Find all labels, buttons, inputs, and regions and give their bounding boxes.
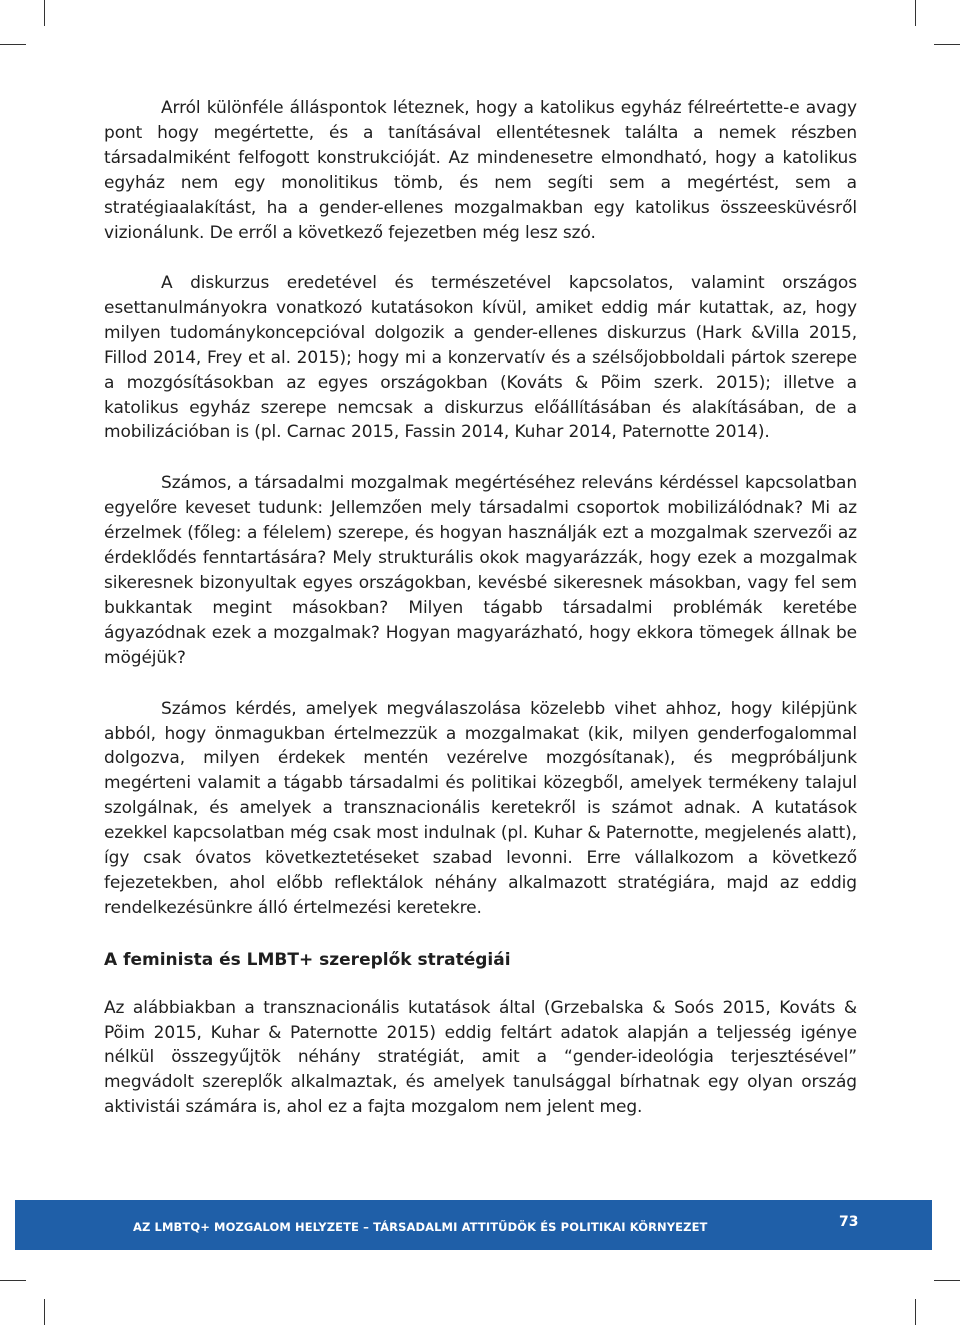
crop-mark-bottom-left-vertical (44, 1299, 45, 1325)
footer-bar (15, 1200, 932, 1250)
running-title: AZ LMBTQ+ MOZGALOM HELYZETE – TÁRSADALMI ATTITŰDÖK ÉS POLITIKAI KÖRNYEZET (133, 1220, 708, 1234)
paragraph-strategies-intro: Az alábbiakban a transznacionális kutatások által (Grzebalska & Soós 2015, Kováts & Põim 2015, Kuhar & Paternotte 2015) eddig feltárt adatok alapján a teljesség igénye nélkül összegyűjtök néhány stratégiát, amit a “gender-ideológia terjesztésével” megvádolt szereplők alkalmaztak, és amelyek tanulsággal bírhatnak egy olyan ország aktivistái számára is, ahol ez a fajta mozgalom nem jelent meg. (104, 997, 857, 1118)
crop-mark-top-right-horizontal (934, 44, 960, 45)
crop-mark-bottom-right-horizontal (934, 1280, 960, 1281)
crop-mark-top-left-horizontal (0, 44, 26, 45)
crop-mark-top-right-vertical (915, 0, 916, 26)
section-heading: A feminista és LMBT+ szereplők stratégiái (104, 949, 511, 970)
paragraph-discourse-research: A diskurzus eredetével és természetével kapcsolatos, valamint országos esettanulmányokra vonatkozó kutatásokon kívül, amiket eddig már kutattak, az, hogy milyen tudománykoncepcióval dolgozik a gender-ellenes diskurzus (Hark &Villa 2015, Fillod 2014, Frey et al. 2015); hogy mi a konzervatív és a szélsőjobboldali pártok szerepe a mozgósításokban az egyes országokban (Kováts & Põim szerk. 2015); illetve a katolikus egyház szerepe nemcsak a diskurzus előállításában és alakításában, de a mobilizációban is (pl. Carnac 2015, Fassin 2014, Kuhar 2014, Paternotte 2014). (104, 273, 857, 443)
page-body (104, 96, 857, 1120)
paragraph-research-outlook: Számos kérdés, amelyek megválaszolása közelebb vihet ahhoz, hogy kilépjünk abból, hogy önmagukban értelmezzük a mozgalmakat (kik, milyen genderfogalommal dolgozva, milyen érdekek mentén vezérelve mozgósítanak), és megpróbáljunk megérteni valamit a tágabb társadalmi és politikai közegből, amelyek termékeny talajul szolgálnak, és amelyek a transznacionális keretekről is számot adnak. A kutatások ezekkel kapcsolatban még csak most indulnak (pl. Kuhar & Paternotte, megjelenés alatt), így csak óvatos következtetéseket szabad levonni. Erre vállalkozom a következő fejezetekben, ahol előbb reflektálok néhány alkalmazott stratégiára, majd az eddig rendelkezésünkre álló értelmezési keretekre. (104, 698, 857, 918)
paragraph-catholic-church: Arról különféle álláspontok léteznek, hogy a katolikus egyház félreértette-e avagy pont hogy megértette, és a tanításával ellentétesnek találta a nemek részben társadalmiként felfogott konstrukcióját. Az mindenesetre elmondható, hogy a katolikus egyház nem egy monolitikus tömb, és nem segíti sem a megértést, sem a stratégiaalakítást, ha a gender-ellenes mozgalmakban egy katolikus összeesküvésről vizionálunk. De erről a következő fejezetben még lesz szó. (104, 98, 857, 243)
paragraph-open-questions: Számos, a társadalmi mozgalmak megértéséhez releváns kérdéssel kapcsolatban egyelőre keveset tudunk: Jellemzően mely társadalmi csoportok mobilizálódnak? Mi az érzelmek (főleg: a félelem) szerepe, és hogyan használják ezt a mozgalmak szervezői az érdeklődés fenntartására? Mely strukturális okok magyarázzák, hogy ezek a mozgalmak sikeresnek bizonyultak egyes országokban, kevésbé sikeresnek másokban, vagy fel sem bukkantak megint másokban? Milyen tágabb társadalmi problémák keretébe ágyazódnak ezek a mozgalmak? Hogyan magyarázható, hogy ekkora tömegek állnak be mögéjük? (104, 473, 857, 668)
crop-mark-bottom-right-vertical (915, 1299, 916, 1325)
crop-mark-top-left-vertical (44, 0, 45, 26)
page-number: 73 (839, 1214, 859, 1230)
crop-mark-bottom-left-horizontal (0, 1280, 26, 1281)
